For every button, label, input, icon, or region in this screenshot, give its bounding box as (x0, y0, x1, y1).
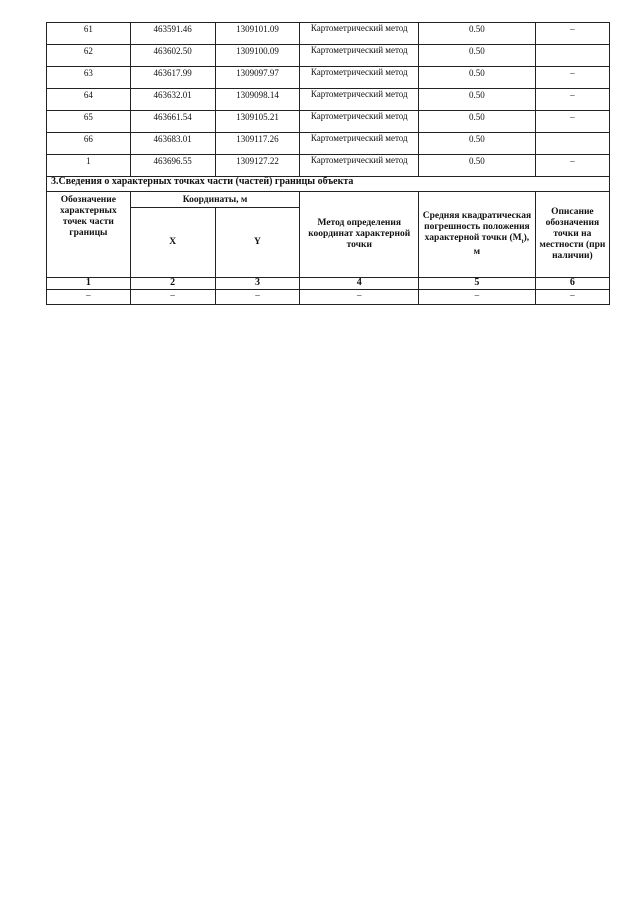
header-method: Метод определения координат характерной точки (300, 192, 419, 278)
header-description: Описание обозначения точки на местности (при наличии) (535, 192, 609, 278)
table-row (47, 23, 610, 45)
empty-cell: – (300, 290, 419, 305)
y-coordinate-cell: 1309127.22 (215, 155, 300, 177)
method-cell: Картометрический метод (300, 155, 419, 177)
y-coordinate-cell: 1309097.97 (215, 67, 300, 89)
y-coordinate-cell: 1309117.26 (215, 133, 300, 155)
description-cell: – (535, 155, 609, 177)
header-y: Y (215, 208, 300, 278)
x-coordinate-cell: 463591.46 (130, 23, 215, 45)
description-cell: – (535, 111, 609, 133)
column-index-row (47, 278, 610, 290)
error-cell: 0.50 (419, 23, 536, 45)
header-coordinates: Координаты, м (130, 192, 300, 208)
method-cell: Картометрический метод (300, 23, 419, 45)
table-row (47, 111, 610, 133)
table-row (47, 67, 610, 89)
table-row (47, 133, 610, 155)
method-cell: Картометрический метод (300, 133, 419, 155)
method-cell: Картометрический метод (300, 45, 419, 67)
table-row (47, 45, 610, 67)
column-index: 1 (47, 278, 131, 290)
empty-cell: – (419, 290, 536, 305)
empty-data-row (47, 290, 610, 305)
x-coordinate-cell: 463683.01 (130, 133, 215, 155)
header-designation: Обозначение характерных точек части границы (47, 192, 131, 278)
method-cell: Картометрический метод (300, 89, 419, 111)
point-number-cell: 63 (47, 67, 131, 89)
description-cell (535, 133, 609, 155)
y-coordinate-cell: 1309105.21 (215, 111, 300, 133)
description-cell: – (535, 67, 609, 89)
points-table (46, 22, 610, 305)
column-index: 4 (300, 278, 419, 290)
x-coordinate-cell: 463696.55 (130, 155, 215, 177)
description-cell: – (535, 23, 609, 45)
section-3-title-row (47, 177, 610, 192)
method-cell: Картометрический метод (300, 111, 419, 133)
error-cell: 0.50 (419, 155, 536, 177)
empty-cell: – (47, 290, 131, 305)
point-number-cell: 1 (47, 155, 131, 177)
x-coordinate-cell: 463661.54 (130, 111, 215, 133)
description-cell: – (535, 89, 609, 111)
x-coordinate-cell: 463617.99 (130, 67, 215, 89)
column-index: 6 (535, 278, 609, 290)
description-cell (535, 45, 609, 67)
empty-cell: – (130, 290, 215, 305)
empty-cell: – (535, 290, 609, 305)
header-error (419, 192, 536, 278)
point-number-cell: 64 (47, 89, 131, 111)
table-row (47, 89, 610, 111)
y-coordinate-cell: 1309098.14 (215, 89, 300, 111)
y-coordinate-cell: 1309101.09 (215, 23, 300, 45)
point-number-cell: 66 (47, 133, 131, 155)
x-coordinate-cell: 463602.50 (130, 45, 215, 67)
point-number-cell: 61 (47, 23, 131, 45)
error-cell: 0.50 (419, 89, 536, 111)
header-x: X (130, 208, 215, 278)
header-error-text: Средняя квадратическая погрешность положения характерной точки $(M_t)$, м (422, 210, 532, 258)
empty-cell: – (215, 290, 300, 305)
section-3-title: 3.Сведения о характерных точках части (частей) границы объекта (47, 177, 610, 192)
x-coordinate-cell: 463632.01 (130, 89, 215, 111)
y-coordinate-cell: 1309100.09 (215, 45, 300, 67)
header-row-1 (47, 192, 610, 208)
point-number-cell: 65 (47, 111, 131, 133)
points-table-body (47, 23, 610, 177)
column-index: 2 (130, 278, 215, 290)
error-cell: 0.50 (419, 67, 536, 89)
method-cell: Картометрический метод (300, 67, 419, 89)
column-index: 5 (419, 278, 536, 290)
table-row (47, 155, 610, 177)
error-cell: 0.50 (419, 111, 536, 133)
column-index: 3 (215, 278, 300, 290)
point-number-cell: 62 (47, 45, 131, 67)
document-sheet (46, 22, 610, 305)
error-cell: 0.50 (419, 45, 536, 67)
error-cell: 0.50 (419, 133, 536, 155)
